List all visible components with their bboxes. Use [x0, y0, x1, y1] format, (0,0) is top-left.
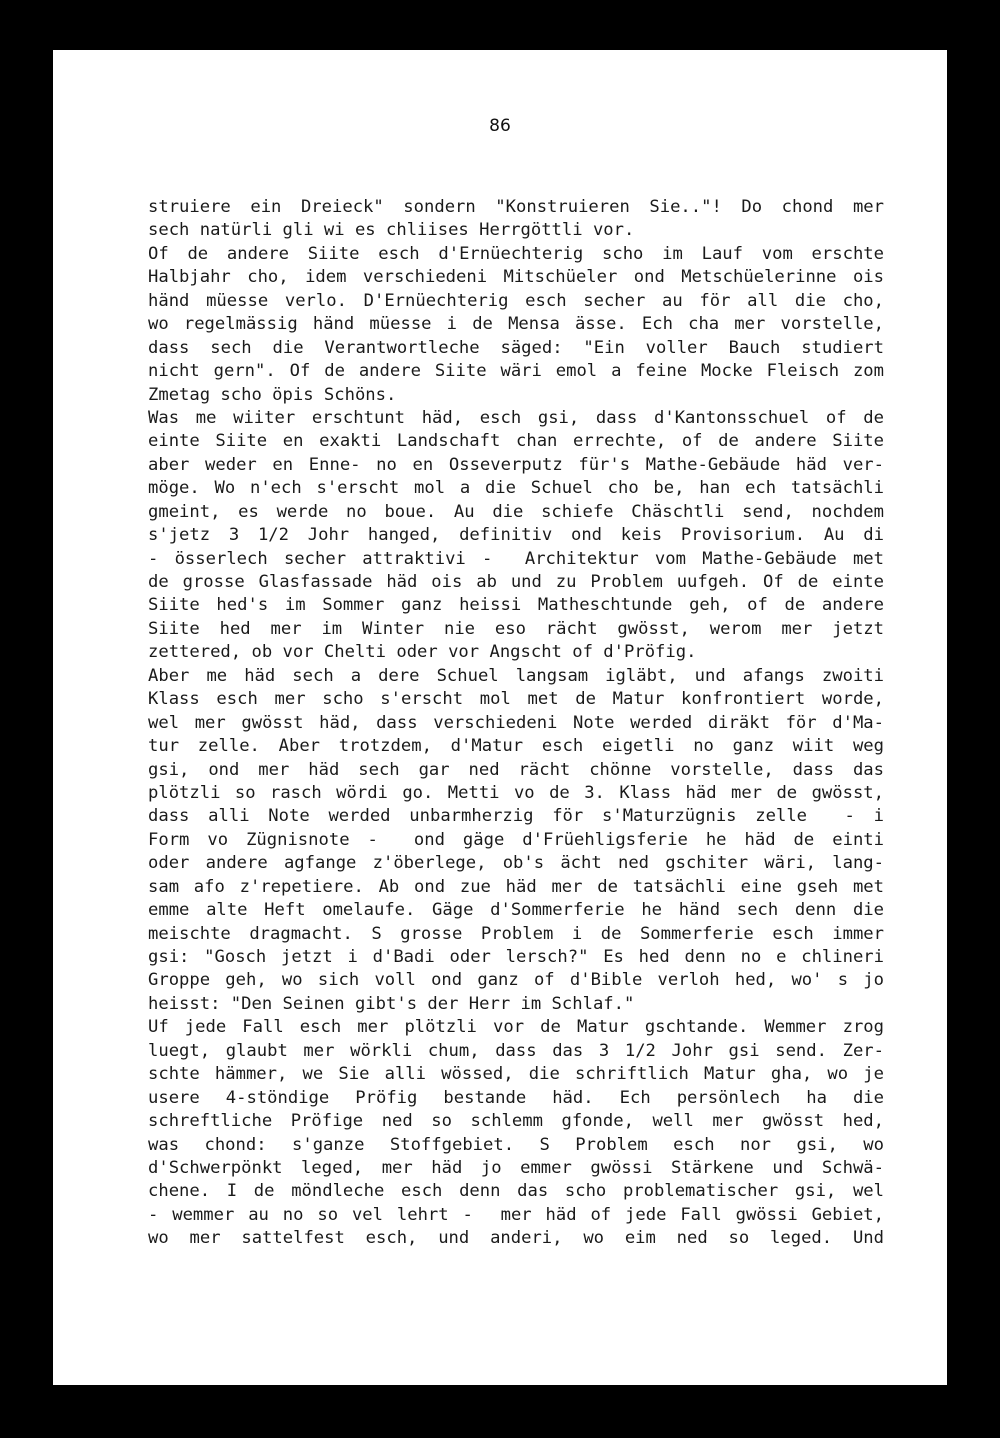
text-line: einte Siite en exakti Landschaft chan errechte, of de andere Siite	[148, 431, 884, 452]
text-line: händ müesse verlo. D'Ernüechterig esch secher au för all die cho,	[148, 290, 884, 311]
text-line: heisst: "Den Seinen gibt's der Herr im Schlaf."	[148, 993, 635, 1014]
text-line: möge. Wo n'ech s'erscht mol a die Schuel cho be, han ech tatsächli	[148, 478, 884, 499]
text-line: dass sech die Verantwortleche säged: "Ein voller Bauch studiert	[148, 337, 884, 358]
text-line: gmeint, es werde no boue. Au die schiefe Chäschtli send, nochdem	[148, 501, 884, 522]
text-line: dass alli Note werded unbarmherzig för s'Maturzügnis zelle - i	[148, 806, 884, 827]
text-line: struiere ein Dreieck" sondern "Konstruieren Sie.."! Do chond mer	[148, 197, 884, 217]
text-line: schreftliche Pröfige ned so schlemm gfonde, well mer gwösst hed,	[148, 1111, 884, 1132]
text-line: wo regelmässig händ müesse i de Mensa ässe. Ech cha mer vorstelle,	[148, 314, 884, 335]
text-line: wel mer gwösst häd, dass verschiedeni Note werded diräkt för d'Ma-	[148, 712, 884, 733]
text-line: sam afo z'repetiere. Ab ond zue häd mer de tatsächli eine gseh met	[148, 876, 884, 897]
text-line: meischte dragmacht. S grosse Problem i de Sommerferie esch immer	[148, 923, 884, 944]
text-line: wo mer sattelfest esch, und anderi, wo eim ned so leged. Und	[148, 1228, 884, 1249]
text-line: de grosse Glasfassade häd ois ab und zu Problem uufgeh. Of de einte	[148, 572, 884, 592]
text-line: Of de andere Siite esch d'Ernüechterig scho im Lauf vom erschte	[148, 243, 884, 264]
text-line: - wemmer au no so vel lehrt - mer häd of jede Fall gwössi Gebiet,	[148, 1204, 884, 1225]
text-line: gsi, ond mer häd sech gar ned rächt chönne vorstelle, dass das	[148, 759, 884, 780]
text-line: Aber me häd sech a dere Schuel langsam igläbt, und afangs zwoiti	[148, 665, 884, 686]
text-line: aber weder en Enne- no en Osseverputz für's Mathe-Gebäude häd ver-	[148, 454, 884, 475]
text-line: - össerlech secher attraktivi - Architektur vom Mathe-Gebäude met	[148, 548, 884, 569]
page-number: 86	[489, 116, 511, 136]
text-line: s'jetz 3 1/2 Johr hanged, definitiv ond keis Provisorium. Au di	[148, 525, 884, 546]
text-line: sech natürli gli wi es chliises Herrgöttli vor.	[148, 220, 635, 241]
text-line: Was me wiiter erschtunt häd, esch gsi, dass d'Kantonsschuel of de	[148, 407, 884, 428]
text-line: plötzli so rasch wördi go. Metti vo de 3. Klass häd mer de gwösst,	[148, 782, 884, 803]
text-line: Form vo Zügnisnote - ond gäge d'Früehligsferie he häd de einti	[148, 829, 884, 850]
text-line: Klass esch mer scho s'erscht mol met de Matur konfrontiert worde,	[148, 689, 884, 710]
text-line: d'Schwerpönkt leged, mer häd jo emmer gwössi Stärkene und Schwä-	[148, 1157, 884, 1178]
document-page	[53, 50, 947, 1385]
text-line: Siite hed's im Sommer ganz heissi Matheschtunde geh, of de andere	[148, 595, 884, 616]
text-line: Siite hed mer im Winter nie eso rächt gwösst, werom mer jetzt	[148, 618, 884, 639]
text-line: emme alte Heft omelaufe. Gäge d'Sommerferie he händ sech denn die	[148, 900, 884, 921]
text-line: zettered, ob vor Chelti oder vor Angscht of d'Pröfig.	[148, 642, 697, 663]
text-line: usere 4-stöndige Pröfig bestande häd. Ech persönlech ha die	[148, 1087, 884, 1108]
text-line: luegt, glaubt mer wörkli chum, dass das 3 1/2 Johr gsi send. Zer-	[148, 1040, 884, 1061]
text-line: chene. I de möndleche esch denn das scho problematischer gsi, wel	[148, 1181, 884, 1202]
text-line: Groppe geh, wo sich voll ond ganz of d'Bible verloh hed, wo' s jo	[148, 970, 884, 991]
text-line: Uf jede Fall esch mer plötzli vor de Matur gschtande. Wemmer zrog	[148, 1017, 884, 1038]
text-line: tur zelle. Aber trotzdem, d'Matur esch eigetli no ganz wiit weg	[148, 736, 884, 757]
text-line: Halbjahr cho, idem verschiedeni Mitschüeler ond Metschüelerinne ois	[148, 267, 884, 288]
text-line: was chond: s'ganze Stoffgebiet. S Problem esch nor gsi, wo	[148, 1134, 884, 1155]
text-line: schte hämmer, we Sie alli wössed, die schriftlich Matur gha, wo je	[148, 1064, 884, 1085]
body-text	[148, 196, 884, 1251]
text-line: Zmetag scho öpis Schöns.	[148, 384, 397, 405]
text-line: gsi: "Gosch jetzt i d'Badi oder lersch?" Es hed denn no e chlineri	[148, 947, 884, 967]
text-line: oder andere agfange z'öberlege, ob's ächt ned gschiter wäri, lang-	[148, 853, 884, 874]
text-line: nicht gern". Of de andere Siite wäri emol a feine Mocke Fleisch zom	[148, 361, 884, 382]
